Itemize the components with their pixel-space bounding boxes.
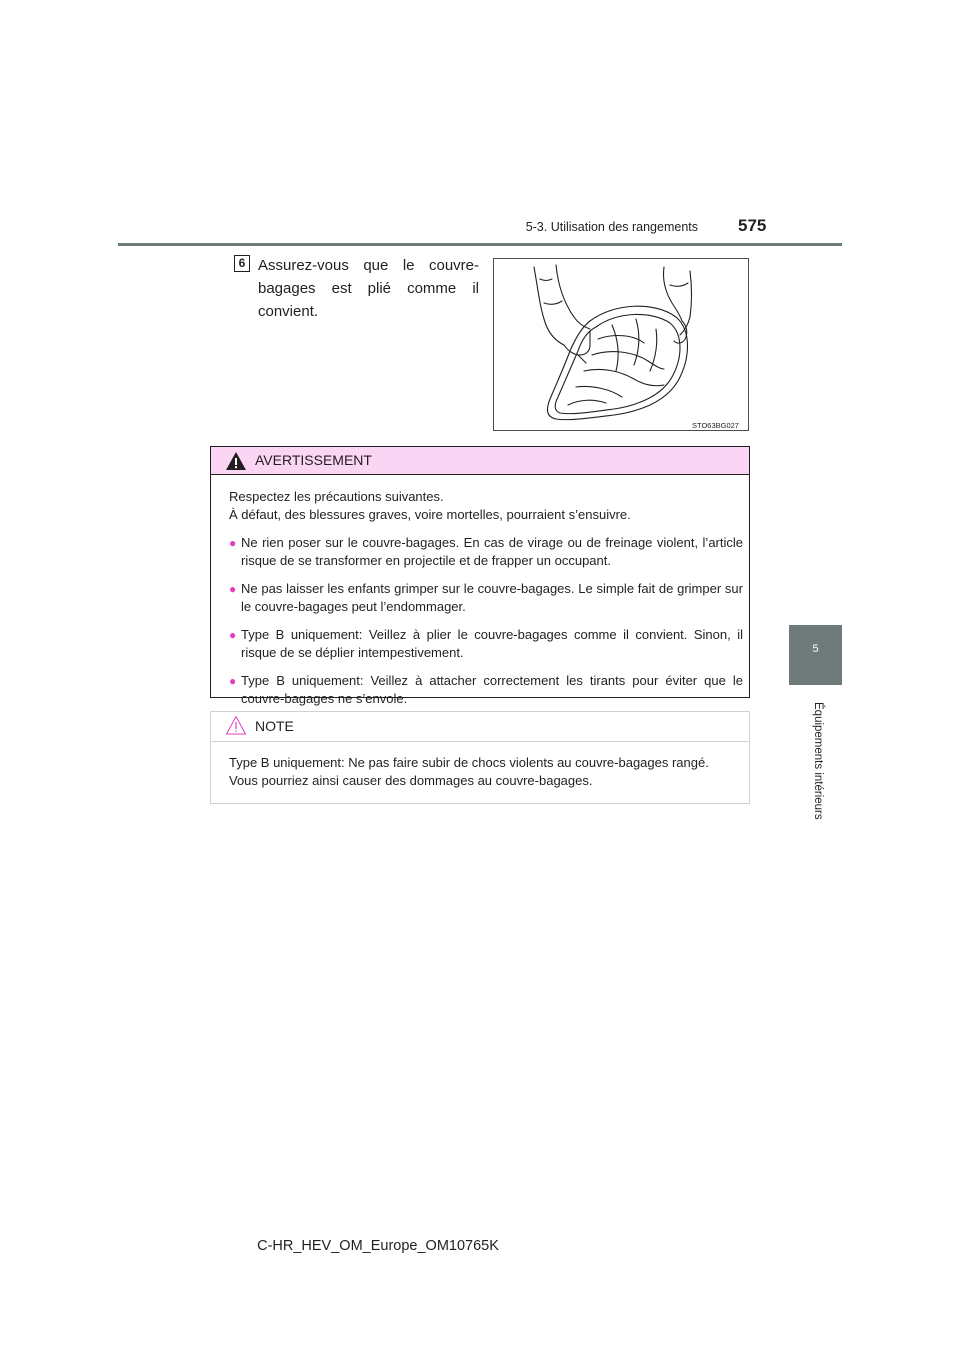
warning-intro-line: À défaut, des blessures graves, voire mortelles, pourraient s’ensuivre.	[229, 507, 631, 522]
figure-code: STO63BG027	[692, 421, 739, 430]
bullet-icon: ●	[229, 674, 237, 688]
header-rule	[118, 243, 842, 246]
step-number-badge: 6	[234, 255, 250, 272]
page-number: 575	[738, 216, 767, 235]
warning-intro-line: Respectez les précautions suivantes.	[229, 489, 444, 504]
warning-item-text: Ne rien poser sur le couvre-bagages. En cas de virage ou de freinage violent, l’article risque de se transformer en projectile et de frapper un occupant.	[241, 535, 743, 568]
document-id: C-HR_HEV_OM_Europe_OM10765K	[257, 1238, 499, 1254]
warning-list-item	[229, 626, 743, 662]
warning-list-item	[229, 534, 743, 570]
step-instruction: Assurez-vous que le couvre-bagages est plié comme il convient.	[258, 257, 479, 320]
warning-item-text: Type B uniquement: Veillez à attacher correctement les tirants pour éviter que le couvre-bagages ne s’envole.	[241, 673, 743, 706]
warning-item-text: Ne pas laisser les enfants grimper sur le couvre-bagages. Le simple fait de grimper sur le couvre-bagages peut l’endommager.	[241, 581, 743, 614]
hands-folding-cover-drawing	[494, 259, 748, 430]
note-body	[229, 754, 743, 790]
bullet-icon: ●	[229, 628, 237, 642]
warning-triangle-icon	[225, 451, 247, 471]
note-header-divider	[211, 741, 749, 742]
bullet-icon: ●	[229, 536, 237, 550]
note-title: NOTE	[255, 718, 294, 734]
section-title: 5-3. Utilisation des rangements	[525, 220, 698, 234]
chapter-tab-label: Équipements intérieurs	[812, 702, 824, 820]
document-id-footer	[0, 1238, 960, 1254]
note-line: Type B uniquement: Ne pas faire subir de chocs violents au couvre-bagages rangé.	[229, 755, 709, 770]
caution-triangle-icon	[225, 715, 247, 735]
warning-list-item	[229, 580, 743, 616]
warning-body	[229, 488, 743, 708]
chapter-tab-number: 5	[812, 643, 819, 655]
warning-item-text: Type B uniquement: Veillez à plier le couvre-bagages comme il convient. Sinon, il risque de se déplier intempestivement.	[241, 627, 743, 660]
bullet-icon: ●	[229, 582, 237, 596]
folded-cover-illustration	[493, 258, 749, 431]
chapter-tab	[789, 625, 842, 685]
note-line: Vous pourriez ainsi causer des dommages au couvre-bagages.	[229, 773, 593, 788]
warning-list-item	[229, 672, 743, 708]
warning-title: AVERTISSEMENT	[255, 452, 372, 468]
